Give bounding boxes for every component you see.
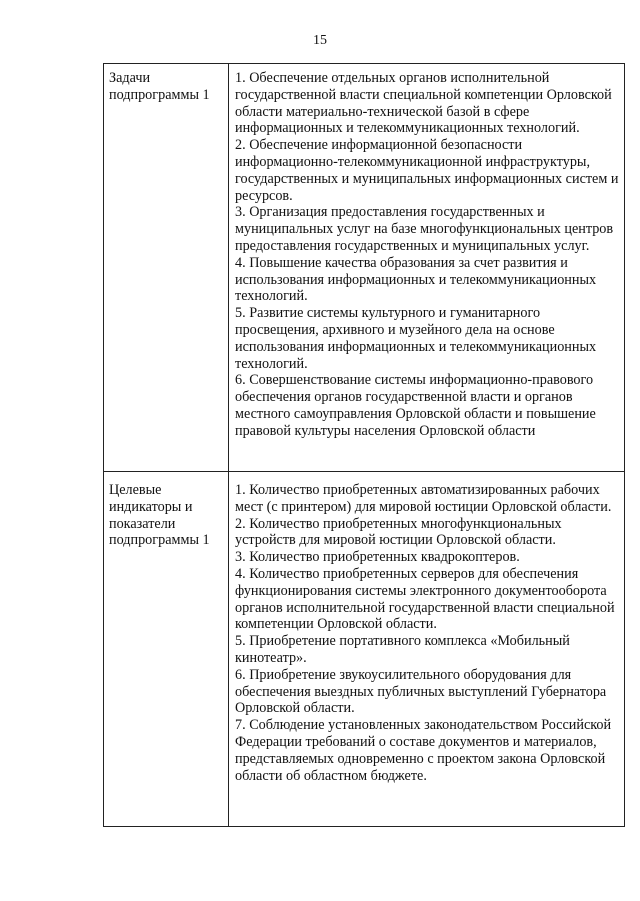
- row-label-indicators: [104, 472, 229, 827]
- indicator-item-5: 5. Приобретение портативного комплекса «Мобильный кинотеатр».: [235, 633, 570, 666]
- task-item-3: 3. Организация предоставления государственных и муниципальных услуг на базе многофункциональных центров предоставления государственных и муниципальных услуг.: [235, 204, 614, 254]
- task-item-4: 4. Повышение качества образования за счет развития и использования информационных и телекоммуникационных технологий.: [235, 254, 597, 305]
- indicator-item-4: 4. Количество приобретенных серверов для обеспечения функционирования системы электронного документооборота органов исполнительной государственной власти специальной компетенции Орловской области.: [235, 565, 615, 633]
- row-content-indicators: [229, 472, 625, 827]
- table-row-tasks: [104, 64, 625, 472]
- task-item-2: 2. Обеспечение информационной безопасности информационно-телекоммуникационной инфраструктуры, государственных и муниципальных информационных систем и ресурсов.: [235, 137, 619, 204]
- task-item-5: 5. Развитие системы культурного и гуманитарного просвещения, архивного и музейного дела на основе использования информационных и телекоммуникационных технологий.: [235, 305, 597, 372]
- page-number: 15: [313, 33, 327, 48]
- task-item-6: 6. Совершенствование системы информационно-правового обеспечения органов государственной власти и органов местного самоуправления Орловской области и повышение правовой культуры населения Орловской области: [235, 372, 596, 439]
- indicator-item-2: 2. Количество приобретенных многофункциональных устройств для мировой юстиции Орловской области.: [235, 515, 562, 549]
- indicator-item-6: 6. Приобретение звукоусилительного оборудования для обеспечения выездных публичных выступлений Губернатора Орловской области.: [235, 666, 607, 717]
- subprogram-table: [103, 63, 625, 827]
- indicator-item-7: 7. Соблюдение установленных законодательством Российской Федерации требований о составе документов и материалов, представляемых одновременно с проектом закона Орловской области об областном бюджете.: [235, 717, 612, 784]
- row-label-tasks: [104, 64, 229, 472]
- row-label-text: Целевые индикаторы и показатели подпрограммы 1: [109, 482, 210, 549]
- indicator-item-3: 3. Количество приобретенных квадрокоптеров.: [235, 549, 520, 566]
- row-content-tasks: [229, 64, 625, 472]
- table-row-indicators: [104, 472, 625, 827]
- indicator-item-1: 1. Количество приобретенных автоматизированных рабочих мест (с принтером) для мировой юстиции Орловской области.: [235, 482, 612, 515]
- row-label-text: Задачи подпрограммы 1: [109, 70, 210, 103]
- task-item-1: 1. Обеспечение отдельных органов исполнительной государственной власти специальной компетенции Орловской области материально-технической базой в сфере информационных и телекоммуникационных технологий.: [235, 70, 612, 137]
